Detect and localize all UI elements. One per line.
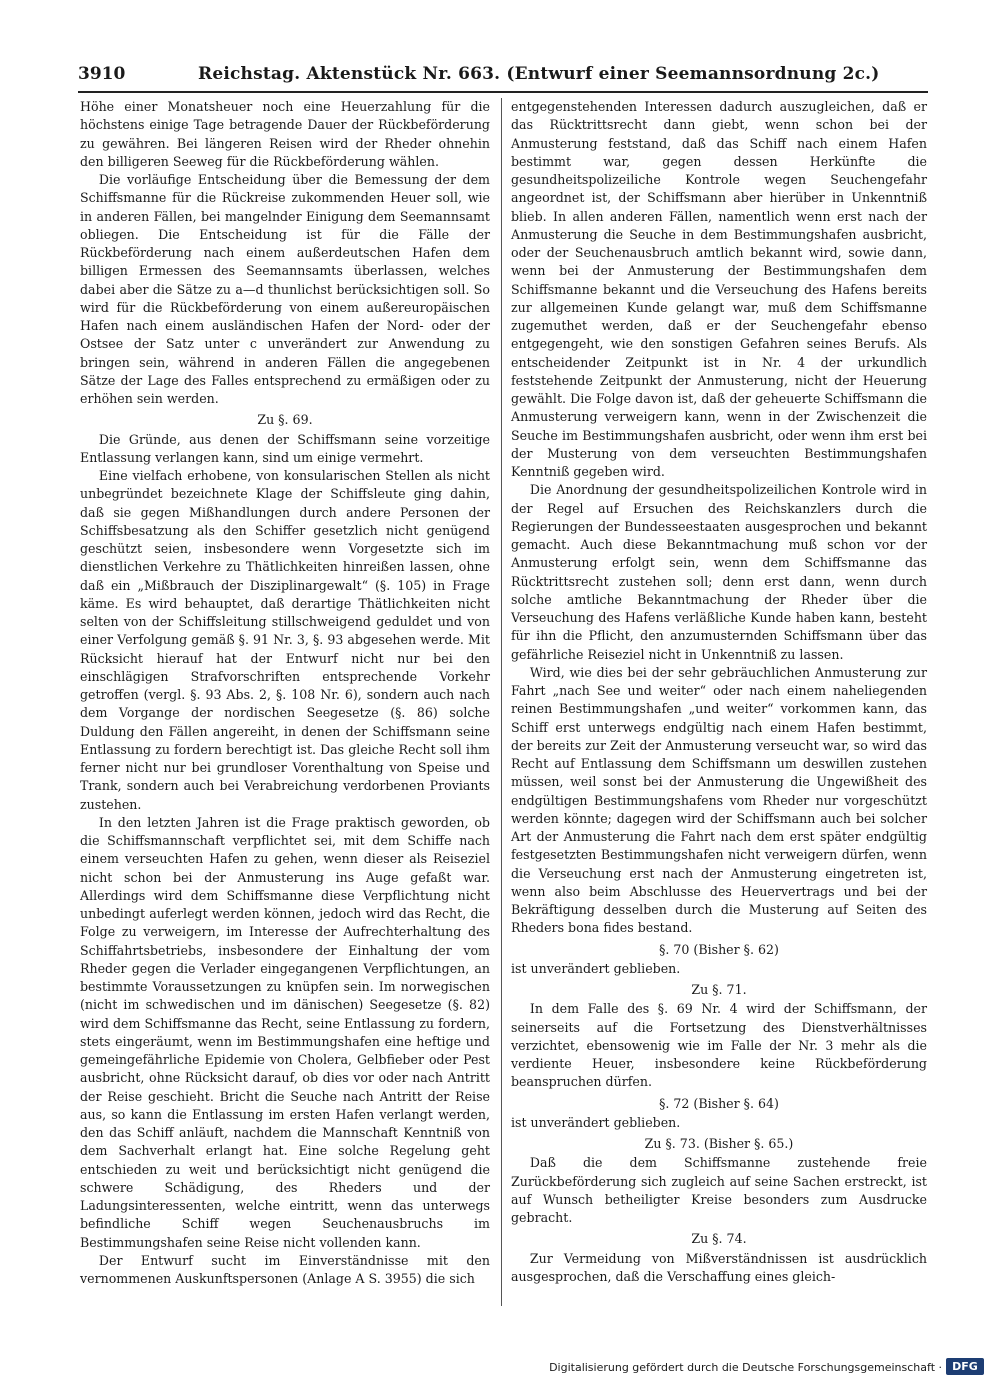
digitization-credit: Digitalisierung gefördert durch die Deutsche Forschungsgemeinschaft · <box>549 1361 942 1374</box>
header-rule <box>78 91 928 93</box>
paragraph: In dem Falle des §. 69 Nr. 4 wird der Schiffsmann, der seinerseits auf die Fortsetzung des Dienstverhältnisses verzichtet, ebensowenig wie im Falle der Nr. 3 mehr als die verdiente Heuer, insbesondere keine Rückbeförderung beanspruchen dürfen. <box>511 1001 927 1090</box>
section-heading: Zu §. 71. <box>691 982 747 997</box>
paragraph: Die Gründe, aus denen der Schiffsmann seine vorzeitige Entlassung verlangen kann, sind um einige vermehrt. <box>80 431 490 465</box>
section-heading: Zu §. 74. <box>691 1231 747 1247</box>
section-heading: §. 70 (Bisher §. 62) <box>659 941 779 957</box>
section-heading: Zu §. 73. (Bisher §. 65.) <box>644 1136 794 1151</box>
paragraph: ist unverändert geblieben. <box>511 960 681 976</box>
paragraph: Daß die dem Schiffsmanne zustehende freie Zurückbeförderung sich zugleich auf seine Sachen erstreckt, ist auf Wunsch betheiligter Kreise besonders zum Ausdrucke gebracht. <box>511 1155 927 1225</box>
running-title: Reichstag. Aktenstück Nr. 663. (Entwurf einer Seemannsordnung 2c.) <box>198 64 880 84</box>
paragraph: Zur Vermeidung von Mißverständnissen ist ausdrücklich ausgesprochen, daß die Verschaffung eines gleich- <box>511 1250 927 1284</box>
left-column <box>80 98 490 1288</box>
paragraph: Eine vielfach erhobene, von konsularischen Stellen als nicht unbegründet bezeichnete Klage der Schiffsleute ging dahin, daß sie gegen Mißhandlungen durch andere Personen der Schiffsbesatzung als den Schiffer gesetzlich nicht genügend geschützt seien, insbesondere wenn Vorgesetzte sich im dienstlichen Verkehre zu Thätlichkeiten hinreißen lassen, ohne daß ein „Mißbrauch der Disziplinargewalt“ (§. 105) in Frage käme. Es wird behauptet, daß derartige Thätlichkeiten nicht selten von der Schiffsleitung stillschweigend geduldet und von einer Verfolgung gemäß §. 91 Nr. 3, §. 93 abgesehen werde. Mit Rücksicht hierauf hat der Entwurf nicht nur bei den einschlägigen Strafvorschriften entsprechende Vorkehr getroffen (vergl. §. 93 Abs. 2, §. 108 Nr. 6), sondern auch nach dem Vorgange der nordischen Seegesetze (§. 86) solche Duldung den Fällen angereiht, in denen der Schiffsmann seine Entlassung zu fordern berechtigt ist. Das gleiche Recht soll ihm ferner nicht nur bei grundloser Vorenthaltung von Speise und Trank, sondern auch bei Verabreichung verdorbenen Proviants zustehen. <box>80 468 490 812</box>
dfg-logo: DFG <box>946 1358 984 1375</box>
section-heading: Zu §. 69. <box>257 412 313 428</box>
section-heading: §. 72 (Bisher §. 64) <box>659 1095 779 1111</box>
paragraph: ist unverändert geblieben. <box>511 1114 681 1130</box>
paragraph: In den letzten Jahren ist die Frage praktisch geworden, ob die Schiffsmannschaft verpflichtet sei, mit dem Schiffe nach einem verseuchten Hafen zu gehen, wenn dieser als Reiseziel nicht schon bei der Anmusterung ins Auge gefaßt war. Allerdings wird dem Schiffsmanne diese Verpflichtung nicht unbedingt auferlegt werden können, jedoch wird das Recht, die Folge zu verweigern, im Interesse der Aufrechterhaltung des Schiffahrtsbetriebs, insbesondere der Einhaltung der vom Rheder gegen die Verlader eingegangenen Verpflichtungen, an bestimmte Voraussetzungen zu knüpfen sein. Im norwegischen (nicht im schwedischen und im dänischen) Seegesetze (§. 82) wird dem Schiffsmanne das Recht, seine Entlassung zu fordern, stets eingeräumt, wenn im Bestimmungshafen eine heftige und gemeingefährliche Epidemie von Cholera, Gelbfieber oder Pest ausbricht, ohne Rücksicht darauf, ob dies vor oder nach Antritt der Reise geschieht. Bricht die Seuche nach Antritt der Reise aus, so kann die Entlassung im ersten Hafen verlangt werden, den das Schiff anläuft, nachdem die Mannschaft Kenntniß von dem Sachverhalt erlangt hat. Eine solche Regelung geht entschieden zu weit und berücksichtigt nicht genügend die schwere Schädigung, des Rheders und der Ladungsinteressenten, welche eintritt, wenn das unterwegs befindliche Schiff wegen Seuchenausbruchs im Bestimmungshafen seine Reise nicht vollenden kann. <box>80 814 490 1250</box>
paragraph: Wird, wie dies bei der sehr gebräuchlichen Anmusterung zur Fahrt „nach See und weiter“ oder nach einem naheliegenden reinen Bestimmungshafen „und weiter“ vorkommen kann, das Schiff erst unterwegs endgültig nach einem Hafen bestimmt, der bereits zur Zeit der Anmusterung verseucht war, so wird das Recht auf Entlassung dem Schiffsmann um deswillen zustehen müssen, weil sonst bei der Anmusterung die Ungewißheit des endgültigen Bestimmungshafens vom Rheder nur vorgeschützt werden könnte; dagegen wird der Schiffsmann auch bei solcher Art der Anmusterung die Fahrt nach dem erst später endgültig festgesetzten Bestimmungshafen nicht verweigern dürfen, wenn die Verseuchung erst nach der Anmusterung eingetreten ist, wenn also beim Abschlusse des Heuervertrags und bei der Bekräftigung desselben durch die Musterung auf Seiten des Rheders bona fides bestand. <box>511 664 927 936</box>
right-column <box>511 98 927 1286</box>
column-divider <box>501 98 502 1306</box>
paragraph: entgegenstehenden Interessen dadurch auszugleichen, daß er das Rücktrittsrecht dann giebt, wenn schon bei der Anmusterung feststand, daß das Schiff nach einem Hafen bestimmt war, gegen dessen Herkünfte die gesundheitspolizeiliche Kontrole wegen Seuchengefahr angeordnet ist, der Schiffsmann aber hierüber in Unkenntniß blieb. In allen anderen Fällen, namentlich wenn erst nach der Anmusterung die Seuche in dem Bestimmungshafen ausbricht, oder der Seuchenausbruch amtlich bekannt wird, sowie dann, wenn bei der Anmusterung der Bestimmungshafen dem Schiffsmanne bekannt und die Verseuchung des Hafens bereits zur allgemeinen Kunde gelangt war, muß dem Schiffsmanne zugemuthet werden, daß er der Seuchengefahr ebenso entgegengeht, wie den sonstigen Gefahren seines Berufs. Als entscheidender Zeitpunkt ist in Nr. 4 der urkundlich feststehende Zeitpunkt der Anmusterung, nicht der Heuerung gewählt. Die Folge davon ist, daß der geheuerte Schiffsmann die Anmusterung verweigern kann, wenn in der Zwischenzeit die Seuche im Bestimmungshafen ausbricht, oder wenn ihm erst bei der Musterung von dem verseuchten Bestimmungshafen Kenntniß gegeben wird. <box>511 99 927 479</box>
footer <box>0 1358 986 1378</box>
paragraph: Der Entwurf sucht im Einverständnisse mit den vernommenen Auskunftspersonen (Anlage A S. 3955) die sich <box>80 1252 490 1286</box>
page-header <box>78 64 927 86</box>
page-number: 3910 <box>78 64 126 84</box>
paragraph: Höhe einer Monatsheuer noch eine Heuerzahlung für die höchstens einige Tage betragende Dauer der Rückbeförderung zu gewähren. Bei längeren Reisen wird der Rheder ohnehin den billigeren Seeweg für die Rückbeförderung wählen. <box>80 99 490 169</box>
paragraph: Die Anordnung der gesundheitspolizeilichen Kontrole wird in der Regel auf Ersuchen des Reichskanzlers durch die Regierungen der Bundesseestaaten ausgesprochen und bekannt gemacht. Auch diese Bekanntmachung muß schon vor der Anmusterung erfolgt sein, wenn dem Schiffsmanne das Rücktrittsrecht zustehen soll; denn erst dann, wenn durch solche amtliche Bekanntmachung der Rheder über die Verseuchung des Hafens verläßliche Kunde haben kann, besteht für ihn die Pflicht, den anzumusternden Schiffsmann über das gefährliche Reiseziel nicht in Unkenntniß zu lassen. <box>511 482 927 662</box>
paragraph: Die vorläufige Entscheidung über die Bemessung der dem Schiffsmanne für die Rückreise zukommenden Heuer soll, wie in anderen Fällen, bei mangelnder Einigung dem Seemannsamt obliegen. Die Entscheidung ist für die Fälle der Rückbeförderung nach einem außerdeutschen Hafen dem billigen Ermessen des Seemannsamts überlassen, welches dabei aber die Sätze zu a—d thunlichst berücksichtigen soll. So wird für die Rückbeförderung von einem außereuropäischen Hafen nach einem ausländischen Hafen der Nord- oder der Ostsee der Satz unter c unverändert zur Anwendung zu bringen sein, während in anderen Fällen die angegebenen Sätze der Lage des Falles entsprechend zu ermäßigen oder zu erhöhen sein werden. <box>80 172 490 406</box>
